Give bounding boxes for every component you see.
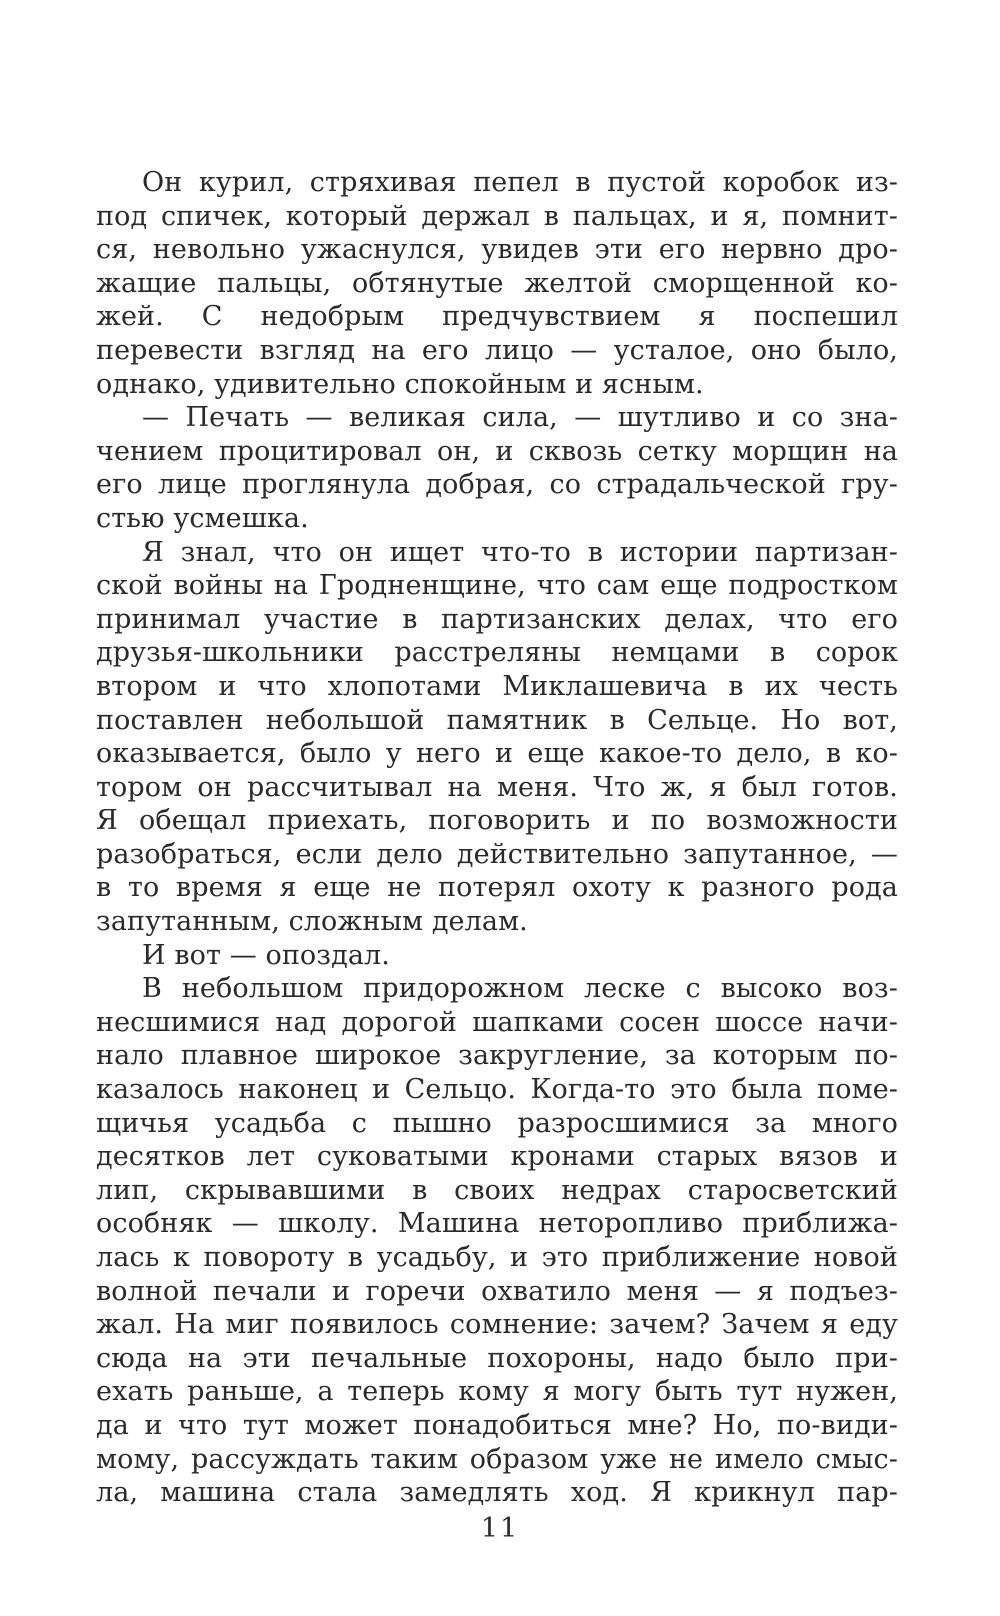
page-number: 11 xyxy=(480,1513,520,1544)
text-line: десятков лет суковатыми кронами старых вязов и xyxy=(96,1141,898,1173)
text-line: сюда на эти печальные похороны, надо было при- xyxy=(96,1342,898,1374)
text-line: ся, невольно ужаснулся, увидев эти его нервно дро- xyxy=(96,234,898,266)
text-line: друзья-школьники расстреляны немцами в сорок xyxy=(96,637,898,669)
text-line: щичья усадьба с пышно разросшимися за много xyxy=(96,1107,898,1139)
text-line: да и что тут может понадобиться мне? Но, по-види- xyxy=(96,1409,898,1441)
text-line: ехать раньше, а теперь кому я могу быть тут нужен, xyxy=(96,1376,898,1408)
text-line: принимал участие в партизанских делах, что его xyxy=(96,603,898,635)
text-line: казалось наконец и Сельцо. Когда-то это была поме- xyxy=(96,1074,898,1106)
text-line: особняк — школу. Машина неторопливо приближа- xyxy=(96,1208,898,1240)
text-line: втором и что хлопотами Миклашевича в их честь xyxy=(96,670,898,702)
text-line: лась к повороту в усадьбу, и это приближение новой xyxy=(96,1242,898,1273)
body-text xyxy=(96,166,898,1510)
text-line: перевести взгляд на его лицо — усталое, оно было, xyxy=(96,334,898,366)
text-line: чением процитировал он, и сквозь сетку морщин на xyxy=(96,435,898,467)
text-line: Я знал, что он ищет что-то в истории партизан- xyxy=(142,536,898,568)
text-line: И вот — опоздал. xyxy=(142,939,390,971)
text-line: жал. На миг появилось сомнение: зачем? Зачем я еду xyxy=(96,1309,898,1341)
text-line: ла, машина стала замедлять ход. Я крикнул пар- xyxy=(96,1477,898,1509)
text-line: В небольшом придорожном леске с высоко воз- xyxy=(142,973,898,1005)
text-line: стью усмешка. xyxy=(96,502,309,534)
text-line: в то время я еще не потерял охоту к разного рода xyxy=(96,872,898,904)
text-line: запутанным, сложным делам. xyxy=(96,906,528,938)
text-line: лип, скрывавшими в своих недрах старосветский xyxy=(96,1174,898,1206)
text-line: однако, удивительно спокойным и ясным. xyxy=(96,368,704,400)
text-line: волной печали и горечи охватило меня — я подъез- xyxy=(96,1275,898,1307)
text-line: его лице проглянула добрая, со страдальческой гру- xyxy=(96,469,898,501)
text-line: под спичек, который держал в пальцах, и я, помнит- xyxy=(96,200,898,232)
text-line: жей. С недобрым предчувствием я поспешил xyxy=(96,301,898,333)
text-line: — Печать — великая сила, — шутливо и со зна- xyxy=(142,402,898,434)
text-line: поставлен небольшой памятник в Сельце. Но вот, xyxy=(96,704,898,736)
text-line: тором он рассчитывал на меня. Что ж, я был готов. xyxy=(96,771,898,803)
text-line: несшимися над дорогой шапками сосен шоссе начи- xyxy=(96,1006,898,1038)
text-line: нало плавное широкое закругление, за которым по- xyxy=(96,1040,898,1072)
text-line: Он курил, стряхивая пепел в пустой коробок из- xyxy=(142,167,898,198)
text-line: жащие пальцы, обтянутые желтой сморщенной ко- xyxy=(96,267,898,299)
text-line: ской войны на Гродненщине, что сам еще подростком xyxy=(96,570,898,602)
text-line: Я обещал приехать, поговорить и по возможности xyxy=(96,805,898,837)
text-line: оказывается, было у него и еще какое-то дело, в ко- xyxy=(96,738,898,770)
text-line: разобраться, если дело действительно запутанное, — xyxy=(96,838,898,870)
text-line: мому, рассуждать таким образом уже не имело смыс- xyxy=(96,1443,898,1475)
